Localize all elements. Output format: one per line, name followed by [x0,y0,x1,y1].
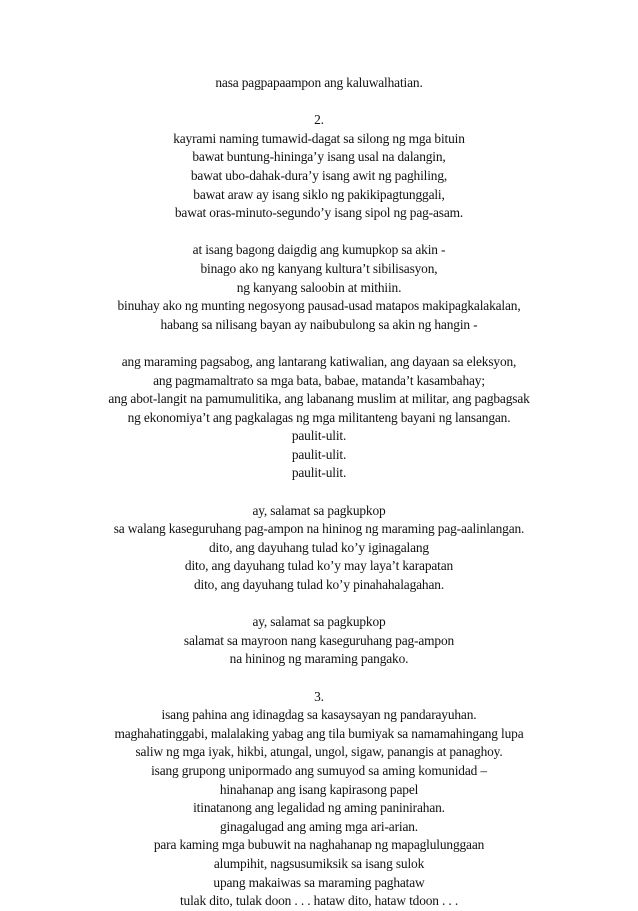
stanza-gap [0,334,638,353]
poem-line: ang abot-langit na pamumulitika, ang labanang muslim at militar, ang pagbagsak [108,391,530,407]
poem-line: nasa pagpapaampon ang kaluwalhatian. [215,75,423,90]
poem-line: para kaming mga bubuwit na naghahanap ng mapaglulunggaan [153,837,485,853]
section-number: 3. [314,688,324,704]
poem-line: kayrami naming tumawid-dagat sa silong ng mga bituin [173,130,465,146]
poem-line: upang makaiwas sa maraming paghataw [213,874,425,890]
poem-line: alumpihit, nagsusumiksik sa isang sulok [213,855,425,871]
poem-line: ay, salamat sa pagkupkop [252,502,386,518]
poem-line: binago ako ng kanyang kultura’t sibilisasyon, [200,260,438,276]
section-number: 2. [314,112,324,128]
poem-line: bawat araw ay isang siklo ng pakikipagtunggali, [193,186,445,202]
poem-line: binuhay ako ng munting negosyong pausad-usad matapos makipagkalakalan, [117,298,521,314]
poem-line: itinatanong ang legalidad ng aming paninirahan. [193,800,445,816]
poem-line: at isang bagong daigdig ang kumupkop sa akin - [192,242,446,258]
poem-line: ang maraming pagsabog, ang lantarang katiwalian, ang dayaan sa eleksyon, [121,353,517,369]
poem-line: hinahanap ang isang kapirasong papel [219,781,419,797]
poem-line: isang grupong unipormado ang sumuyod sa aming komunidad – [151,762,487,778]
poem-line: ang pagmamaltrato sa mga bata, babae, matanda’t kasambahay; [153,372,485,388]
poem-line: bawat buntung-hininga’y isang usal na dalangin, [192,149,446,165]
poem-line: ng kanyang saloobin at mithiin. [236,279,402,295]
poem-line: tulak dito, tulak doon . . . hataw dito, hataw tdoon . . . [179,893,459,909]
poem-line: isang pahina ang idinagdag sa kasaysayan ng pandarayuhan. [161,707,477,723]
poem-line: na hininog ng maraming pangako. [229,651,409,667]
poem-line: saliw ng mga iyak, hikbi, atungal, ungol, sigaw, panangis at panaghoy. [135,744,503,760]
stanza-gap [0,669,638,688]
poem-line: ay, salamat sa pagkupkop [252,614,386,630]
poem-line: ginagalugad ang aming mga ari-arian. [220,818,418,834]
poem-body [0,74,638,911]
poem-line: dito, ang dayuhang tulad ko’y may laya’t karapatan [184,558,454,574]
stanza-gap [0,93,638,112]
poem-line: bawat oras-minuto-segundo’y isang sipol ng pag-asam. [174,205,464,221]
poem-line: maghahatinggabi, malalaking yabag ang tila bumiyak sa namamahingang lupa [114,725,524,741]
poem-line: paulit-ulit. [291,465,347,481]
poem-line: salamat sa mayroon nang kaseguruhang pag-ampon [183,632,455,648]
stanza-gap [0,483,638,502]
poem-line: dito, ang dayuhang tulad ko’y pinahahalagahan. [193,577,445,593]
poem-line: dito, ang dayuhang tulad ko’y iginagalang [209,539,429,555]
stanza-gap [0,223,638,242]
poem-line: paulit-ulit. [291,446,347,462]
poem-line: ng ekonomiya’t ang pagkalagas ng mga militanteng bayani ng lansangan. [127,409,511,425]
poem-line: bawat ubo-dahak-dura’y isang awit ng paghiling, [190,167,448,183]
poem-line: paulit-ulit. [291,428,347,444]
poem-line: sa walang kaseguruhang pag-ampon na hininog ng maraming pag-aalinlangan. [113,521,525,537]
poem-line: habang sa nilisang bayan ay naibubulong sa akin ng hangin - [160,316,478,332]
stanza-gap [0,595,638,614]
